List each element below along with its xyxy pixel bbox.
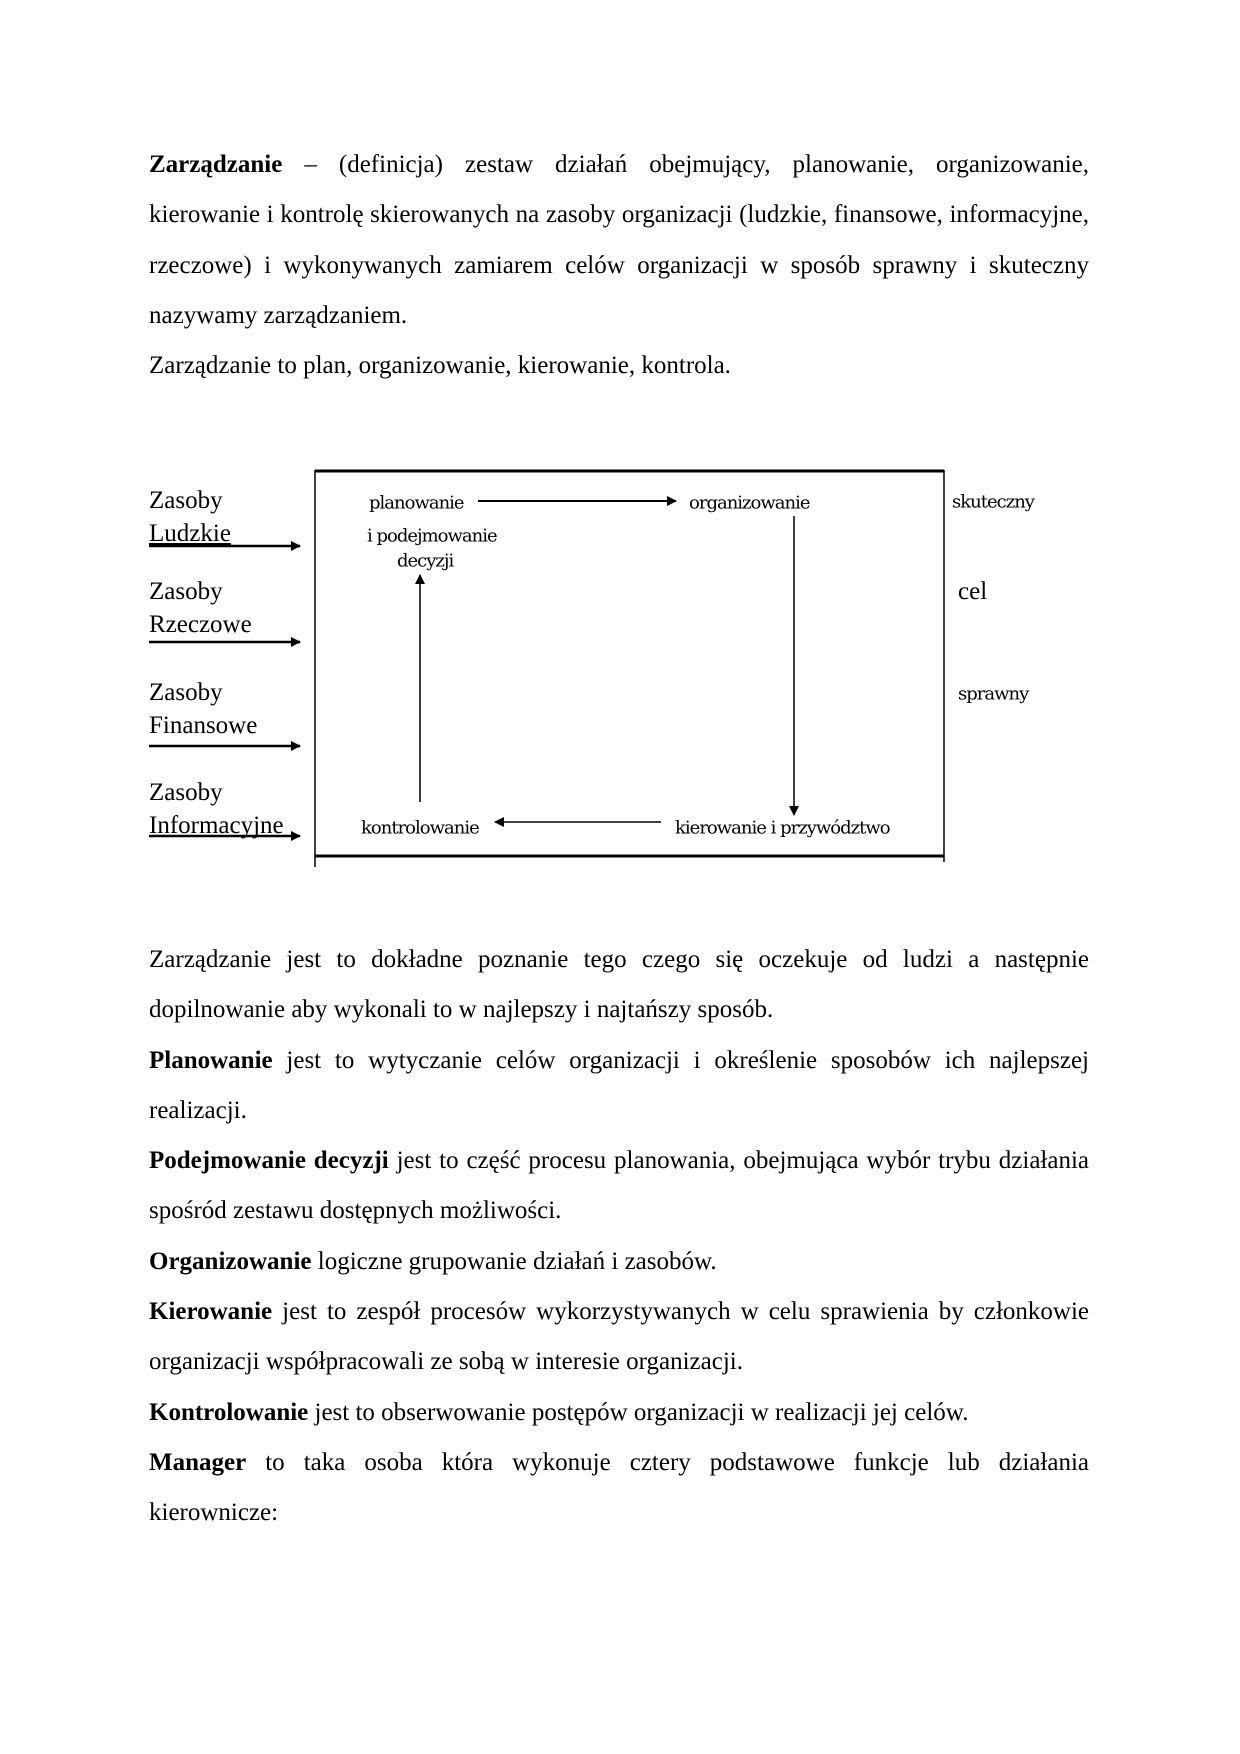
definition-organizowanie: Organizowanie logiczne grupowanie działań i zasobów. bbox=[149, 1247, 717, 1275]
node-decyzji: decyzji bbox=[397, 550, 454, 572]
definition-kierowanie: Kierowanie jest to zespół procesów wykorzystywanych w celu sprawienia by członkowie organizacji współpracowali ze sobą w interesie organizacji. bbox=[149, 1298, 1089, 1376]
definition-manager: Manager to taka osoba która wykonuje cztery podstawowe funkcje lub działania kierownicze: bbox=[149, 1448, 1089, 1527]
node-planowanie: planowanie bbox=[369, 492, 464, 514]
definitions bbox=[149, 935, 1089, 1539]
node-organizowanie: organizowanie bbox=[689, 492, 810, 514]
resource-finansowe: Zasoby Finansowe bbox=[149, 679, 258, 739]
resource-rzeczowe: Zasoby Rzeczowe bbox=[149, 578, 252, 638]
resource-informacyjne: Zasoby Informacyjne bbox=[149, 779, 284, 839]
node-kontrolowanie: kontrolowanie bbox=[361, 817, 479, 839]
definition-planowanie: Planowanie jest to wytyczanie celów organizacji i określenie sposobów ich najlepszej realizacji. bbox=[149, 1046, 1089, 1124]
definition-kontrolowanie: Kontrolowanie jest to obserwowanie postępów organizacji w realizacji jej celów. bbox=[149, 1398, 969, 1426]
label-cel: cel bbox=[958, 578, 988, 605]
node-kierowanie: kierowanie i przywództwo bbox=[675, 817, 890, 839]
definition-text: – (definicja) zestaw działań obejmujący, planowanie, organizowanie, kierowanie i kontrolę skierowanych na zasoby organizacji (ludzkie, finansowe, informacyjne, rzeczowe) i wykonywanych zamiarem celów organizacji w sposób sprawny i skuteczny nazywamy zarządzaniem. bbox=[149, 151, 1089, 329]
resource-ludzkie: Zasoby Ludzkie bbox=[149, 487, 231, 547]
term: Zarządzanie bbox=[149, 151, 283, 178]
definition-zarzadzanie: Zarządzanie jest to dokładne poznanie tego czego się oczekuje od ludzi a następnie dopilnowanie aby wykonali to w najlepszy i najtańszy sposób. bbox=[149, 946, 1089, 1024]
intro-line: Zarządzanie to plan, organizowanie, kierowanie, kontrola. bbox=[149, 352, 731, 380]
node-podejmowanie: i podejmowanie bbox=[367, 525, 497, 547]
definition-podejmowanie: Podejmowanie decyzji jest to część procesu planowania, obejmująca wybór trybu działania spośród zestawu dostępnych możliwości. bbox=[149, 1147, 1090, 1225]
label-skuteczny: skuteczny bbox=[952, 491, 1034, 513]
label-sprawny: sprawny bbox=[958, 683, 1029, 705]
